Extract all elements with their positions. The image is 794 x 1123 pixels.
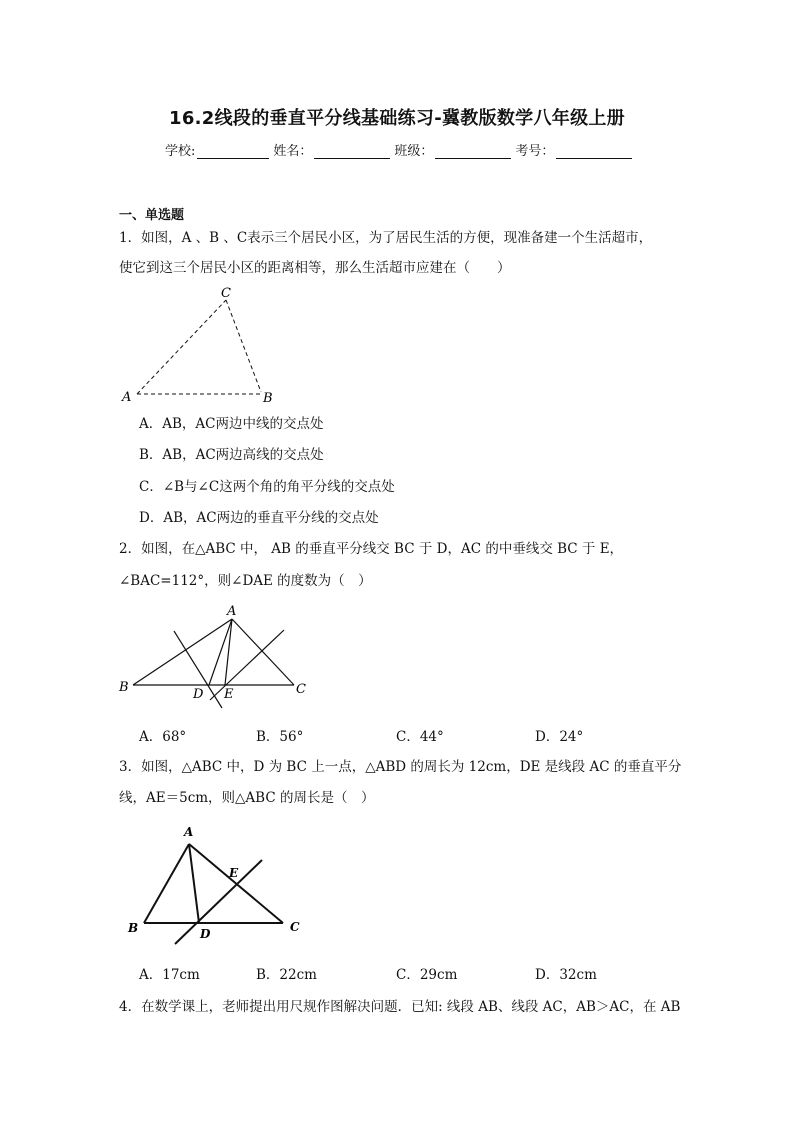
q1-option-d[interactable]: D．AB，AC两边的垂直平分线的交点处	[139, 510, 379, 526]
q3-label-b: B	[128, 921, 139, 935]
q3-option-c[interactable]: C．29cm	[396, 967, 458, 983]
q3-option-b[interactable]: B．22cm	[256, 967, 317, 983]
q3-option-a[interactable]: A．17cm	[139, 967, 200, 983]
number-label: 考号：	[515, 144, 555, 159]
q2-label-c: C	[296, 682, 306, 697]
q3-line1: 3．如图，△ABC 中，D 为 BC 上一点，△ABD 的周长为 12cm，DE 是线段 AC 的垂直平分	[119, 759, 682, 775]
q2-label-d: D	[193, 687, 204, 702]
q2-option-a[interactable]: A．68°	[139, 729, 187, 745]
q2-label-e: E	[224, 687, 234, 702]
q1-option-b[interactable]: B．AB，AC两边高线的交点处	[139, 447, 324, 463]
q1-option-c[interactable]: C．∠B与∠C这两个角的角平分线的交点处	[139, 479, 395, 495]
school-blank	[197, 144, 269, 159]
q3-label-c: C	[290, 920, 300, 934]
q1-label-b: B	[263, 391, 273, 406]
name-label: 姓名：	[273, 144, 313, 159]
q2-option-b[interactable]: B．56°	[256, 729, 304, 745]
q3-segment-ac	[189, 844, 283, 923]
q1-segment-cb	[226, 300, 261, 392]
class-label: 班级：	[394, 144, 434, 159]
q1-line1: 1．如图，A 、B 、C表示三个居民小区，为了居民生活的方便，现准备建一个生活超市，	[119, 230, 653, 246]
page-title: 16.2线段的垂直平分线基础练习-冀教版数学八年级上册	[169, 108, 625, 129]
q3-perp-bisector	[175, 860, 262, 944]
q3-segment-ab	[144, 844, 189, 923]
q1-label-a: A	[122, 390, 132, 405]
q2-label-a: A	[227, 604, 237, 619]
school-label: 学校:	[165, 144, 196, 159]
q1-figure	[115, 282, 285, 407]
q2-segment-ab	[133, 619, 232, 685]
q1-label-c: C	[221, 286, 231, 301]
q2-line2: ∠BAC=112°，则∠DAE 的度数为（ ）	[119, 573, 372, 589]
q3-label-e: E	[229, 866, 239, 880]
q3-line2: 线，AE＝5cm，则△ABC 的周长是（ ）	[119, 790, 375, 806]
student-info-row	[165, 140, 636, 159]
q2-figure	[115, 600, 325, 712]
q2-perp-bisector-ac	[210, 630, 284, 700]
q1-line2: 使它到这三个居民小区的距离相等，那么生活超市应建在（ ）	[119, 260, 511, 276]
q2-option-c[interactable]: C．44°	[396, 729, 444, 745]
q3-segment-ad	[189, 844, 199, 923]
name-blank	[314, 144, 390, 159]
q3-option-d[interactable]: D．32cm	[535, 967, 597, 983]
section-heading: 一、单选题	[119, 208, 185, 223]
q3-label-d: D	[200, 927, 211, 941]
number-blank	[556, 144, 632, 159]
q2-line1: 2．如图，在△ABC 中， AB 的垂直平分线交 BC 于 D，AC 的中垂线交 BC 于 E，	[119, 541, 624, 557]
q1-segment-ac	[137, 300, 226, 394]
q2-segment-ac	[232, 619, 294, 685]
q1-option-a[interactable]: A．AB，AC两边中线的交点处	[139, 416, 324, 432]
q3-figure	[115, 820, 315, 950]
q4-line1: 4．在数学课上，老师提出用尺规作图解决问题．已知: 线段 AB、线段 AC，AB＞AC，在 AB	[119, 999, 681, 1015]
q3-label-a: A	[184, 825, 194, 839]
q2-option-d[interactable]: D．24°	[535, 729, 584, 745]
class-blank	[435, 144, 511, 159]
q2-label-b: B	[119, 680, 129, 695]
